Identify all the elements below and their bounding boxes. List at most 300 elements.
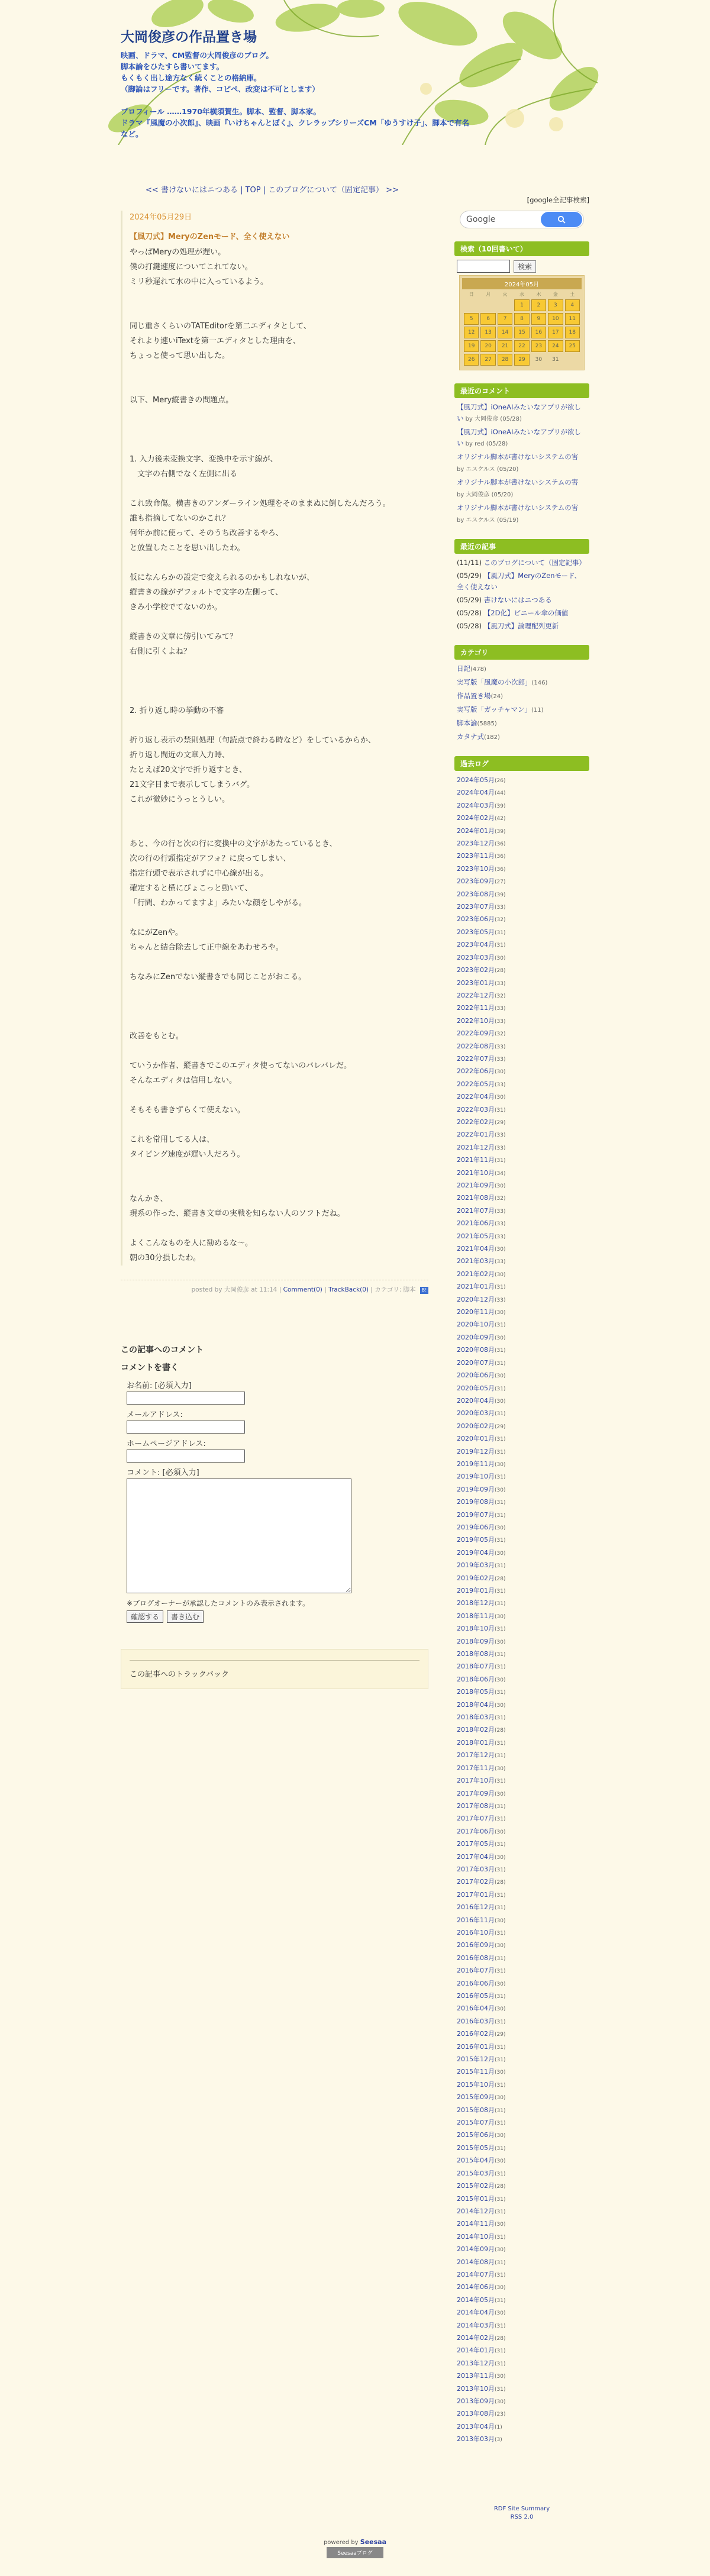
category-item[interactable] <box>457 663 587 675</box>
comment-link[interactable]: Comment(0) <box>283 1286 322 1293</box>
archive-link[interactable]: 2022年08月 <box>457 1042 495 1050</box>
archive-item[interactable] <box>457 990 587 1002</box>
archive-item[interactable] <box>457 1775 587 1787</box>
seesaa-blog-link[interactable]: Seesaaブログ <box>327 2547 383 2558</box>
comment-textarea[interactable] <box>127 1479 351 1593</box>
archive-item[interactable] <box>457 1116 587 1129</box>
archive-link[interactable]: 2017年03月 <box>457 1865 495 1873</box>
archive-item[interactable] <box>457 1927 587 1939</box>
archive-link[interactable]: 2015年05月 <box>457 2144 495 2152</box>
archive-link[interactable]: 2023年08月 <box>457 890 495 898</box>
recent-post-item[interactable] <box>457 608 587 619</box>
archive-item[interactable] <box>457 1281 587 1293</box>
archive-item[interactable] <box>457 1142 587 1154</box>
archive-item[interactable] <box>457 1712 587 1724</box>
name-field[interactable] <box>127 1392 245 1405</box>
archive-link[interactable]: 2014年08月 <box>457 2258 495 2266</box>
archive-item[interactable] <box>457 2066 587 2078</box>
archive-item[interactable] <box>457 2079 587 2091</box>
category-item[interactable] <box>457 677 587 689</box>
archive-item[interactable] <box>457 2206 587 2218</box>
archive-link[interactable]: 2013年04月 <box>457 2422 495 2430</box>
archive-link[interactable]: 2020年09月 <box>457 1333 495 1341</box>
archive-link[interactable]: 2013年11月 <box>457 2372 495 2380</box>
calendar-day-link[interactable]: 14 <box>498 327 512 338</box>
archive-item[interactable] <box>457 1573 587 1585</box>
calendar-day-link[interactable]: 28 <box>498 354 512 366</box>
archive-link[interactable]: 2017年06月 <box>457 1827 495 1835</box>
archive-link[interactable]: 2024年04月 <box>457 789 495 797</box>
archive-link[interactable]: 2014年07月 <box>457 2270 495 2278</box>
calendar-day-link[interactable]: 9 <box>531 313 546 325</box>
archive-link[interactable]: 2015年06月 <box>457 2131 495 2139</box>
archive-item[interactable] <box>457 889 587 901</box>
calendar-day-link[interactable]: 20 <box>480 340 495 352</box>
calendar-day-link[interactable]: 18 <box>565 327 580 338</box>
archive-link[interactable]: 2018年01月 <box>457 1738 495 1747</box>
archive-link[interactable]: 2018年07月 <box>457 1663 495 1671</box>
calendar-day-link[interactable]: 13 <box>480 327 495 338</box>
archive-link[interactable]: 2018年08月 <box>457 1650 495 1658</box>
calendar-day-link[interactable]: 11 <box>565 313 580 325</box>
search-input[interactable] <box>457 260 510 273</box>
archive-link[interactable]: 2021年03月 <box>457 1257 495 1266</box>
archive-link[interactable]: 2020年06月 <box>457 1371 495 1380</box>
archive-link[interactable]: 2021年06月 <box>457 1219 495 1228</box>
archive-link[interactable]: 2013年08月 <box>457 2410 495 2418</box>
archive-link[interactable]: 2021年08月 <box>457 1194 495 1202</box>
archive-item[interactable] <box>457 1889 587 1902</box>
archive-link[interactable]: 2016年05月 <box>457 1992 495 2000</box>
archive-link[interactable]: 2015年08月 <box>457 2106 495 2114</box>
archive-item[interactable] <box>457 1813 587 1825</box>
archive-link[interactable]: 2019年12月 <box>457 1447 495 1455</box>
recent-post-item[interactable] <box>457 557 587 569</box>
archive-item[interactable] <box>457 1826 587 1838</box>
archive-link[interactable]: 2015年07月 <box>457 2119 495 2127</box>
archive-item[interactable] <box>457 2054 587 2066</box>
archive-link[interactable]: 2018年11月 <box>457 1612 495 1620</box>
recent-post-link[interactable]: 【2D化】ピニール傘の価値 <box>483 609 569 617</box>
archive-link[interactable]: 2016年07月 <box>457 1967 495 1975</box>
archive-link[interactable]: 2018年04月 <box>457 1700 495 1709</box>
archive-link[interactable]: 2022年04月 <box>457 1093 495 1101</box>
archive-link[interactable]: 2022年03月 <box>457 1105 495 1113</box>
archive-item[interactable] <box>457 2003 587 2015</box>
archive-item[interactable] <box>457 812 587 825</box>
archive-item[interactable] <box>457 1154 587 1167</box>
archive-link[interactable]: 2020年12月 <box>457 1295 495 1303</box>
calendar-day-link[interactable]: 21 <box>498 340 512 352</box>
archive-item[interactable] <box>457 1915 587 1927</box>
archive-link[interactable]: 2020年08月 <box>457 1346 495 1354</box>
archive-item[interactable] <box>457 913 587 926</box>
calendar-day-link[interactable]: 26 <box>464 354 479 366</box>
recent-comment-item[interactable] <box>457 427 587 450</box>
recent-comment-item[interactable] <box>457 502 587 526</box>
archive-item[interactable] <box>457 1484 587 1496</box>
archive-item[interactable] <box>457 1231 587 1243</box>
archive-link[interactable]: 2020年05月 <box>457 1384 495 1392</box>
archive-item[interactable] <box>457 2016 587 2028</box>
archive-item[interactable] <box>457 1306 587 1319</box>
archive-item[interactable] <box>457 1686 587 1699</box>
archive-item[interactable] <box>457 1597 587 1610</box>
archive-item[interactable] <box>457 1053 587 1066</box>
archive-item[interactable] <box>457 1268 587 1281</box>
archive-link[interactable]: 2016年12月 <box>457 1903 495 1912</box>
recent-post-item[interactable] <box>457 595 587 606</box>
archive-item[interactable] <box>457 1002 587 1015</box>
archive-item[interactable] <box>457 1395 587 1408</box>
archive-item[interactable] <box>457 2408 587 2420</box>
archive-item[interactable] <box>457 1205 587 1218</box>
archive-link[interactable]: 2023年02月 <box>457 966 495 974</box>
archive-link[interactable]: 2022年10月 <box>457 1016 495 1025</box>
rdf-link[interactable]: RDF Site Summary <box>493 2506 550 2512</box>
archive-item[interactable] <box>457 2345 587 2357</box>
archive-link[interactable]: 2020年02月 <box>457 1422 495 1430</box>
category-link[interactable]: 実写版「風魔の小次郎」 <box>457 678 532 686</box>
calendar-day-link[interactable]: 23 <box>531 340 546 352</box>
calendar-day-link[interactable]: 5 <box>464 313 479 325</box>
archive-link[interactable]: 2014年04月 <box>457 2309 495 2317</box>
archive-item[interactable] <box>457 2193 587 2206</box>
archive-item[interactable] <box>457 1661 587 1673</box>
archive-link[interactable]: 2021年04月 <box>457 1245 495 1253</box>
top-link[interactable]: TOP <box>245 186 261 195</box>
archive-item[interactable] <box>457 1408 587 1420</box>
archive-item[interactable] <box>457 1990 587 2003</box>
category-link[interactable]: 作品置き場 <box>457 692 491 700</box>
archive-link[interactable]: 2018年12月 <box>457 1599 495 1607</box>
calendar-day-link[interactable]: 3 <box>548 299 563 311</box>
archive-item[interactable] <box>457 2104 587 2117</box>
archive-link[interactable]: 2015年01月 <box>457 2194 495 2203</box>
category-link[interactable]: 脚本論 <box>457 719 477 727</box>
archive-link[interactable]: 2013年03月 <box>457 2435 495 2443</box>
archive-item[interactable] <box>457 1509 587 1522</box>
archive-item[interactable] <box>457 939 587 951</box>
archive-item[interactable] <box>457 2358 587 2370</box>
archive-item[interactable] <box>457 2180 587 2193</box>
google-search-button[interactable] <box>541 212 582 227</box>
archive-link[interactable]: 2018年05月 <box>457 1688 495 1696</box>
archive-link[interactable]: 2023年12月 <box>457 840 495 848</box>
archive-link[interactable]: 2024年02月 <box>457 814 495 822</box>
trackback-link[interactable]: TrackBack(0) <box>328 1286 369 1293</box>
archive-link[interactable]: 2022年01月 <box>457 1131 495 1139</box>
recent-post-item[interactable] <box>457 621 587 632</box>
archive-link[interactable]: 2015年02月 <box>457 2182 495 2190</box>
calendar-day-link[interactable]: 22 <box>514 340 529 352</box>
archive-item[interactable] <box>457 1864 587 1876</box>
archive-item[interactable] <box>457 1091 587 1103</box>
recent-post-link[interactable]: このブログについて（固定記事） <box>483 559 586 567</box>
archive-item[interactable] <box>457 1294 587 1306</box>
archive-link[interactable]: 2022年06月 <box>457 1067 495 1076</box>
calendar-day-link[interactable]: 15 <box>514 327 529 338</box>
archive-item[interactable] <box>457 863 587 876</box>
archive-item[interactable] <box>457 901 587 913</box>
archive-link[interactable]: 2019年09月 <box>457 1485 495 1493</box>
archive-item[interactable] <box>457 2243 587 2256</box>
calendar-day-link[interactable]: 29 <box>514 354 529 366</box>
archive-link[interactable]: 2014年12月 <box>457 2207 495 2215</box>
email-field[interactable] <box>127 1421 245 1434</box>
archive-link[interactable]: 2023年03月 <box>457 953 495 961</box>
archive-link[interactable]: 2021年05月 <box>457 1232 495 1240</box>
archive-link[interactable]: 2023年09月 <box>457 877 495 886</box>
archive-item[interactable] <box>457 2281 587 2294</box>
archive-link[interactable]: 2016年06月 <box>457 1979 495 1987</box>
archive-item[interactable] <box>457 1332 587 1344</box>
archive-link[interactable]: 2015年10月 <box>457 2080 495 2088</box>
archive-link[interactable]: 2014年06月 <box>457 2283 495 2291</box>
archive-item[interactable] <box>457 1028 587 1040</box>
archive-item[interactable] <box>457 952 587 964</box>
archive-item[interactable] <box>457 1421 587 1433</box>
archive-link[interactable]: 2017年12月 <box>457 1751 495 1760</box>
archive-link[interactable]: 2017年10月 <box>457 1777 495 1785</box>
archive-link[interactable]: 2024年05月 <box>457 776 495 784</box>
archive-item[interactable] <box>457 1383 587 1395</box>
archive-item[interactable] <box>457 1433 587 1445</box>
archive-item[interactable] <box>457 1838 587 1851</box>
archive-link[interactable]: 2014年02月 <box>457 2333 495 2342</box>
archive-link[interactable]: 2015年12月 <box>457 2055 495 2064</box>
archive-link[interactable]: 2021年11月 <box>457 1156 495 1164</box>
archive-item[interactable] <box>457 2307 587 2319</box>
archive-link[interactable]: 2022年02月 <box>457 1118 495 1126</box>
archive-item[interactable] <box>457 2269 587 2281</box>
archive-link[interactable]: 2023年01月 <box>457 979 495 987</box>
archive-link[interactable]: 2017年07月 <box>457 1815 495 1823</box>
archive-item[interactable] <box>457 1939 587 1952</box>
archive-link[interactable]: 2019年01月 <box>457 1587 495 1594</box>
blog-title[interactable]: 大岡俊彦の作品置き場 <box>121 30 257 45</box>
recent-comment-link[interactable]: オリジナル脚本が書けないシステムの害 <box>457 453 579 461</box>
recent-comment-link[interactable]: 【風刀式】iOneAIみたいなアプリが欲しい <box>457 428 581 447</box>
archive-link[interactable]: 2014年05月 <box>457 2296 495 2304</box>
archive-link[interactable]: 2013年09月 <box>457 2397 495 2405</box>
archive-link[interactable]: 2018年09月 <box>457 1637 495 1645</box>
category-link[interactable]: カタナ式 <box>457 732 484 741</box>
calendar-day-link[interactable]: 17 <box>548 327 563 338</box>
archive-link[interactable]: 2014年01月 <box>457 2346 495 2355</box>
calendar-day-link[interactable]: 19 <box>464 340 479 352</box>
archive-link[interactable]: 2024年01月 <box>457 827 495 835</box>
archive-link[interactable]: 2016年04月 <box>457 2004 495 2013</box>
archive-link[interactable]: 2019年03月 <box>457 1561 495 1570</box>
archive-link[interactable]: 2015年04月 <box>457 2157 495 2165</box>
category-item[interactable] <box>457 731 587 743</box>
archive-link[interactable]: 2023年04月 <box>457 941 495 949</box>
archive-item[interactable] <box>457 2142 587 2155</box>
archive-link[interactable]: 2021年09月 <box>457 1182 495 1189</box>
recent-comment-link[interactable]: 【風刀式】iOneAIみたいなアプリが欲しい <box>457 403 581 422</box>
archive-item[interactable] <box>457 1699 587 1712</box>
archive-item[interactable] <box>457 1800 587 1813</box>
archive-item[interactable] <box>457 1458 587 1471</box>
prev-entry-link[interactable]: << 書けないにはニつある <box>146 186 238 195</box>
archive-item[interactable] <box>457 1788 587 1800</box>
archive-item[interactable] <box>457 1066 587 1078</box>
archive-item[interactable] <box>457 1978 587 1990</box>
archive-link[interactable]: 2014年11月 <box>457 2220 495 2228</box>
archive-item[interactable] <box>457 2421 587 2433</box>
archive-link[interactable]: 2022年07月 <box>457 1054 495 1063</box>
archive-item[interactable] <box>457 2155 587 2167</box>
archive-link[interactable]: 2016年02月 <box>457 2030 495 2038</box>
archive-item[interactable] <box>457 2383 587 2396</box>
archive-link[interactable]: 2022年05月 <box>457 1080 495 1088</box>
archive-link[interactable]: 2019年04月 <box>457 1548 495 1557</box>
archive-link[interactable]: 2023年06月 <box>457 915 495 924</box>
archive-link[interactable]: 2021年02月 <box>457 1270 495 1278</box>
calendar-day-link[interactable]: 1 <box>514 299 529 311</box>
archive-item[interactable] <box>457 1623 587 1635</box>
archive-link[interactable]: 2023年05月 <box>457 928 495 936</box>
archive-item[interactable] <box>457 876 587 888</box>
archive-item[interactable] <box>457 1648 587 1661</box>
archive-item[interactable] <box>457 2168 587 2180</box>
archive-item[interactable] <box>457 2320 587 2332</box>
archive-item[interactable] <box>457 2028 587 2041</box>
archive-item[interactable] <box>457 850 587 863</box>
archive-link[interactable]: 2018年03月 <box>457 1713 495 1722</box>
archive-link[interactable]: 2021年12月 <box>457 1143 495 1151</box>
archive-link[interactable]: 2016年01月 <box>457 2042 495 2051</box>
calendar-day-link[interactable]: 16 <box>531 327 546 338</box>
archive-link[interactable]: 2020年01月 <box>457 1435 495 1443</box>
archive-link[interactable]: 2020年04月 <box>457 1396 495 1405</box>
archive-item[interactable] <box>457 838 587 850</box>
archive-item[interactable] <box>457 1636 587 1648</box>
archive-item[interactable] <box>457 1496 587 1509</box>
calendar-day-link[interactable]: 12 <box>464 327 479 338</box>
archive-item[interactable] <box>457 977 587 990</box>
archive-link[interactable]: 2022年12月 <box>457 991 495 999</box>
archive-link[interactable]: 2017年01月 <box>457 1890 495 1899</box>
recent-post-item[interactable] <box>457 570 587 593</box>
calendar-day-link[interactable]: 10 <box>548 313 563 325</box>
archive-item[interactable] <box>457 825 587 838</box>
archive-item[interactable] <box>457 800 587 812</box>
archive-link[interactable]: 2021年10月 <box>457 1168 495 1177</box>
submit-button[interactable]: 書き込む <box>167 1610 204 1623</box>
archive-link[interactable]: 2014年10月 <box>457 2232 495 2241</box>
archive-link[interactable]: 2020年07月 <box>457 1358 495 1367</box>
calendar-day-link[interactable]: 7 <box>498 313 512 325</box>
archive-link[interactable]: 2019年02月 <box>457 1574 495 1582</box>
archive-item[interactable] <box>457 1952 587 1965</box>
archive-item[interactable] <box>457 1585 587 1597</box>
calendar-day-link[interactable]: 25 <box>565 340 580 352</box>
calendar-day-link[interactable]: 27 <box>480 354 495 366</box>
archive-item[interactable] <box>457 1218 587 1230</box>
category-item[interactable] <box>457 704 587 716</box>
archive-item[interactable] <box>457 1167 587 1180</box>
archive-item[interactable] <box>457 1762 587 1775</box>
category-link[interactable]: 実写版「ガッチャマン」 <box>457 705 531 714</box>
search-button[interactable]: 検索 <box>514 260 536 273</box>
archive-link[interactable]: 2020年11月 <box>457 1308 495 1316</box>
archive-link[interactable]: 2018年06月 <box>457 1675 495 1683</box>
seesaa-logo[interactable]: Seesaa <box>360 2538 387 2546</box>
archive-link[interactable]: 2023年10月 <box>457 864 495 873</box>
archive-item[interactable] <box>457 1749 587 1762</box>
category-item[interactable] <box>457 690 587 702</box>
calendar-day-link[interactable]: 24 <box>548 340 563 352</box>
archive-item[interactable] <box>457 1079 587 1091</box>
archive-link[interactable]: 2017年05月 <box>457 1840 495 1848</box>
archive-item[interactable] <box>457 2117 587 2129</box>
archive-link[interactable]: 2019年06月 <box>457 1523 495 1531</box>
archive-item[interactable] <box>457 1547 587 1560</box>
archive-link[interactable]: 2015年11月 <box>457 2068 495 2076</box>
recent-comment-link[interactable]: オリジナル脚本が書けないシステムの害 <box>457 503 579 512</box>
archive-link[interactable]: 2023年11月 <box>457 852 495 860</box>
entry-title[interactable]: 【風刀式】MeryのZenモード、全く使えない <box>130 233 290 241</box>
rss2-link[interactable]: RSS 2.0 <box>510 2514 534 2520</box>
archive-link[interactable]: 2019年10月 <box>457 1473 495 1481</box>
archive-item[interactable] <box>457 1560 587 1572</box>
archive-item[interactable] <box>457 2370 587 2383</box>
archive-item[interactable] <box>457 2218 587 2230</box>
archive-link[interactable]: 2015年09月 <box>457 2093 495 2102</box>
archive-item[interactable] <box>457 1015 587 1028</box>
archive-link[interactable]: 2013年10月 <box>457 2384 495 2393</box>
archive-item[interactable] <box>457 1876 587 1889</box>
archive-item[interactable] <box>457 927 587 939</box>
archive-link[interactable]: 2019年05月 <box>457 1536 495 1544</box>
archive-link[interactable]: 2014年03月 <box>457 2321 495 2329</box>
archive-item[interactable] <box>457 1370 587 1382</box>
calendar-day-link[interactable]: 8 <box>514 313 529 325</box>
archive-link[interactable]: 2019年08月 <box>457 1498 495 1506</box>
hatena-bookmark-icon[interactable]: B! <box>420 1287 428 1294</box>
archive-link[interactable]: 2016年03月 <box>457 2017 495 2025</box>
recent-comment-link[interactable]: オリジナル脚本が書けないシステムの害 <box>457 478 579 486</box>
archive-item[interactable] <box>457 1344 587 1357</box>
category-link[interactable]: 日記 <box>457 664 470 673</box>
archive-item[interactable] <box>457 1255 587 1268</box>
recent-comment-item[interactable] <box>457 402 587 425</box>
archive-link[interactable]: 2021年07月 <box>457 1206 495 1215</box>
archive-link[interactable]: 2018年02月 <box>457 1726 495 1734</box>
calendar-day-link[interactable]: 4 <box>565 299 580 311</box>
archive-item[interactable] <box>457 2231 587 2243</box>
archive-link[interactable]: 2015年03月 <box>457 2169 495 2177</box>
archive-item[interactable] <box>457 2129 587 2142</box>
archive-link[interactable]: 2020年10月 <box>457 1321 495 1329</box>
archive-link[interactable]: 2017年02月 <box>457 1878 495 1886</box>
archive-item[interactable] <box>457 1522 587 1534</box>
archive-item[interactable] <box>457 2041 587 2054</box>
archive-item[interactable] <box>457 2294 587 2307</box>
homepage-field[interactable] <box>127 1450 245 1463</box>
archive-link[interactable]: 2021年01月 <box>457 1283 495 1291</box>
archive-item[interactable] <box>457 1104 587 1116</box>
archive-link[interactable]: 2013年12月 <box>457 2359 495 2367</box>
calendar-day-link[interactable]: 2 <box>531 299 546 311</box>
calendar-day-link[interactable]: 6 <box>480 313 495 325</box>
archive-link[interactable]: 2022年09月 <box>457 1029 495 1038</box>
recent-comment-item[interactable] <box>457 477 587 501</box>
archive-link[interactable]: 2019年07月 <box>457 1510 495 1519</box>
archive-link[interactable]: 2016年11月 <box>457 1916 495 1924</box>
